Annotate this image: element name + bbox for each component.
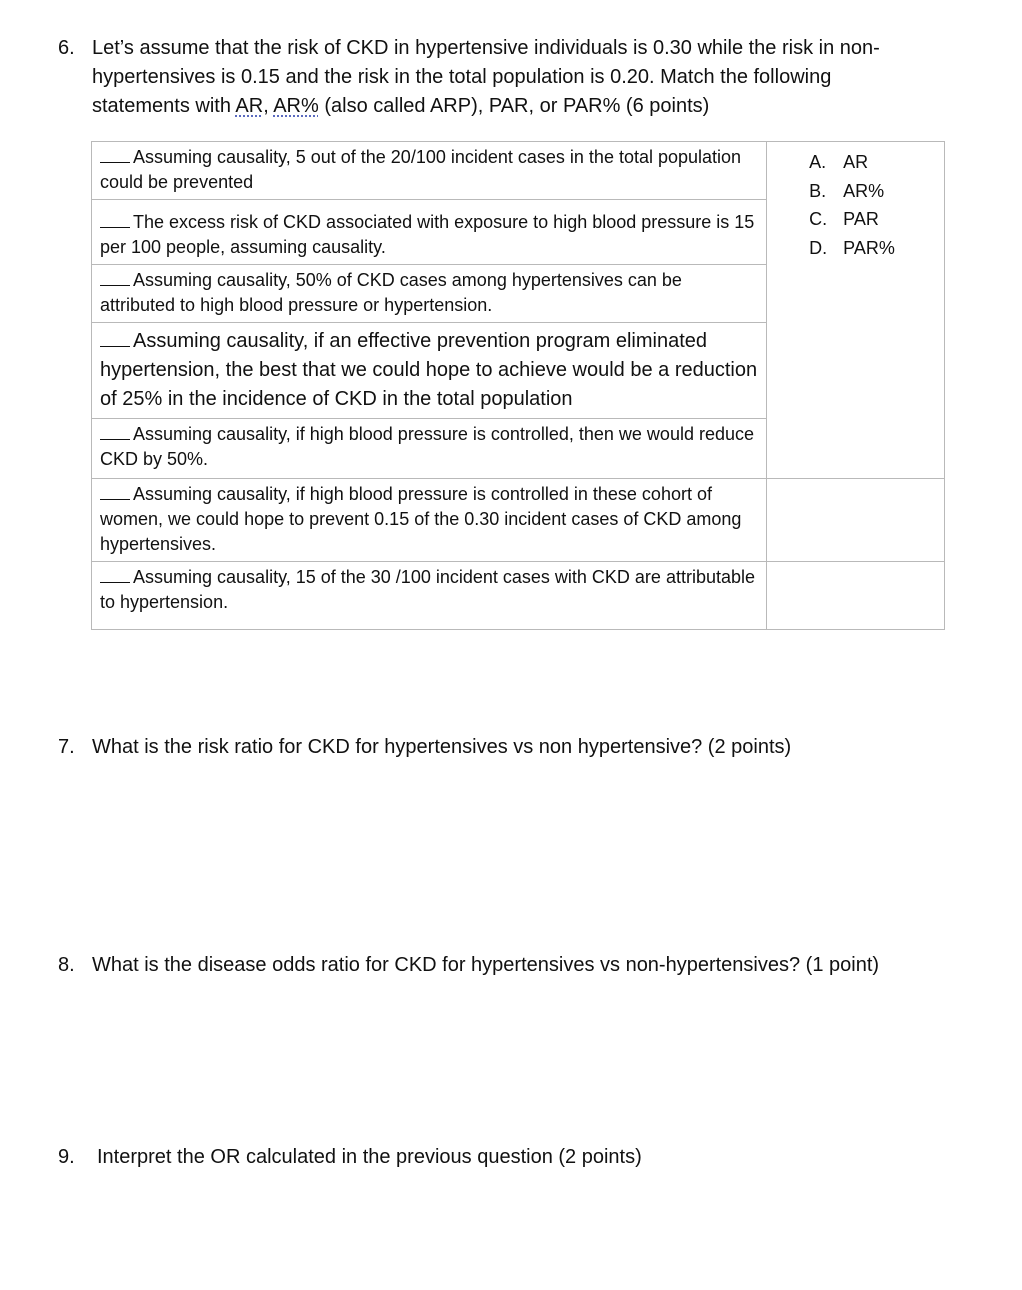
question-6-line-1: Let’s assume that the risk of CKD in hypertensive individuals is 0.30 while the risk in non- <box>92 37 880 59</box>
statement-cell <box>92 265 767 323</box>
answer-blank[interactable] <box>100 565 130 583</box>
statement-cell <box>92 479 767 562</box>
statement-cell <box>92 562 767 630</box>
options-cell <box>767 142 945 479</box>
question-6-number: 6. <box>58 37 75 59</box>
question-8 <box>0 951 1022 981</box>
statement-text: Assuming causality, 5 out of the 20/100 incident cases in the total population could be prevented <box>100 147 742 192</box>
statement-cell <box>92 323 767 419</box>
question-8-text: What is the disease odds ratio for CKD for hypertensives vs non-hypertensives? (1 point) <box>92 954 880 976</box>
answer-blank[interactable] <box>100 329 130 347</box>
answer-blank[interactable] <box>100 422 130 440</box>
question-8-number: 8. <box>58 954 75 976</box>
table-row <box>92 142 945 200</box>
question-7-number: 7. <box>58 736 75 758</box>
statement-text: Assuming causality, 15 of the 30 /100 incident cases with CKD are attributable to hypertension. <box>100 567 756 612</box>
statement-text: The excess risk of CKD associated with exposure to high blood pressure is 15 per 100 people, assuming causality. <box>100 212 755 257</box>
statement-text: Assuming causality, 50% of CKD cases among hypertensives can be attributed to high blood pressure or hypertension. <box>100 270 682 315</box>
options-list <box>809 148 936 262</box>
answer-blank[interactable] <box>100 210 130 228</box>
empty-cell <box>767 479 945 562</box>
answer-blank[interactable] <box>100 268 130 286</box>
statement-cell <box>92 419 767 479</box>
statement-cell <box>92 142 767 200</box>
option-b: B. AR% <box>809 180 885 201</box>
option-a: A. AR <box>809 152 869 172</box>
question-9-number: 9. <box>58 1146 75 1168</box>
option-c: C. PAR <box>809 209 879 229</box>
question-6-line-3: statements with AR, AR% (also called ARP), PAR, or PAR% (6 points) <box>92 95 710 117</box>
option-d: D. PAR% <box>809 237 895 258</box>
statement-cell <box>92 200 767 265</box>
empty-cell <box>767 562 945 630</box>
table-row <box>92 562 945 630</box>
question-7-text: What is the risk ratio for CKD for hypertensives vs non hypertensive? (2 points) <box>92 736 792 758</box>
question-9 <box>0 1143 1022 1173</box>
table-row <box>92 479 945 562</box>
matching-table <box>91 141 945 630</box>
spellcheck-ar: AR <box>235 95 264 117</box>
question-7 <box>0 733 1022 763</box>
answer-blank[interactable] <box>100 482 130 500</box>
statement-text: Assuming causality, if high blood pressure is controlled in these cohort of women, we could hope to prevent 0.15 of the 0.30 incident cases of CKD among hypertensives. <box>100 484 742 554</box>
question-6 <box>0 34 1022 124</box>
question-6-prompt <box>92 34 922 121</box>
answer-blank[interactable] <box>100 145 130 163</box>
statement-text: Assuming causality, if an effective prevention program eliminated hypertension, the best that we could hope to achieve would be a reduction of 25% in the incidence of CKD in the total population <box>100 330 758 410</box>
question-9-text: Interpret the OR calculated in the previous question (2 points) <box>97 1146 642 1168</box>
spellcheck-ar-percent: AR% <box>273 95 319 117</box>
statement-text: Assuming causality, if high blood pressure is controlled, then we would reduce CKD by 50%. <box>100 424 754 469</box>
question-6-line-2: hypertensives is 0.15 and the risk in the total population is 0.20. Match the following <box>92 66 832 88</box>
